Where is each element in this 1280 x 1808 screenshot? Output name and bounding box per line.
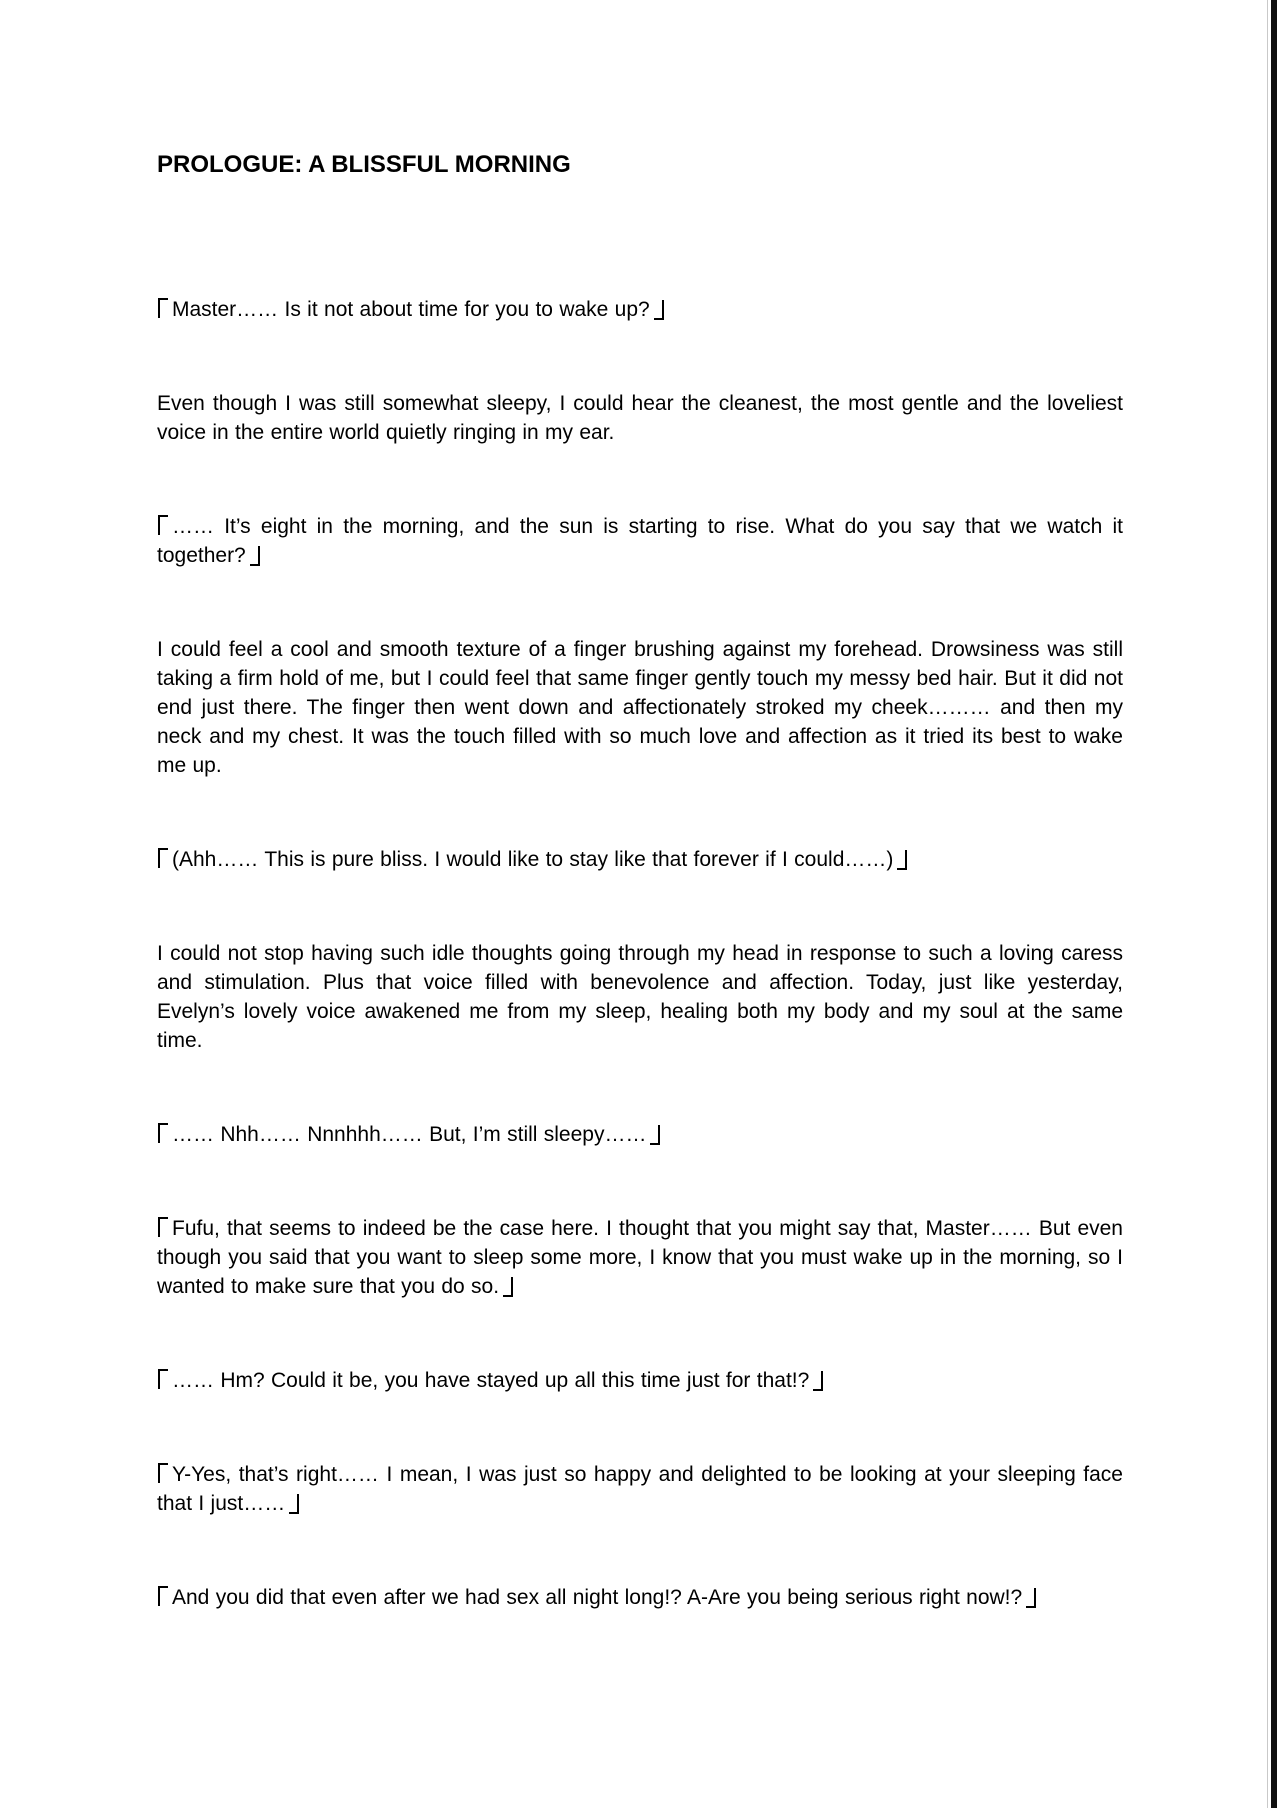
close-corner-bracket [1026, 1588, 1036, 1608]
chapter-body [157, 295, 1123, 1612]
close-corner-bracket [897, 850, 907, 870]
paragraph: …… It’s eight in the morning, and the sun is starting to rise. What do you say that we watch it together? [157, 515, 1123, 567]
paragraph: Y-Yes, that’s right…… I mean, I was just so happy and delighted to be looking at your sleeping face that I just…… [157, 1463, 1123, 1515]
close-corner-bracket [654, 300, 664, 320]
close-corner-bracket [813, 1371, 823, 1391]
chapter-title: PROLOGUE: A BLISSFUL MORNING [157, 151, 571, 178]
open-corner-bracket [158, 1586, 168, 1606]
paragraph: …… Nhh…… Nnnhhh…… But, I’m still sleepy…… [157, 1120, 1123, 1149]
paragraph: I could feel a cool and smooth texture of a finger brushing against my forehead. Drowsiness was still taking a firm hold of me, but I could feel that same finger gently touch my messy bed hair. But it did not end just there. The finger then went down and affectionately stroked my cheek……… and then my neck and my chest. It was the touch filled with so much love and affection as it tried its best to wake me up. [157, 638, 1123, 777]
paragraph: Master…… Is it not about time for you to wake up? [157, 295, 1123, 324]
paragraph: (Ahh…… This is pure bliss. I would like to stay like that forever if I could……) [157, 845, 1123, 874]
page-edge-line [1271, 0, 1277, 1808]
page-content [157, 150, 1123, 1677]
open-corner-bracket [158, 1369, 168, 1389]
close-corner-bracket [250, 546, 260, 566]
open-corner-bracket [158, 515, 168, 535]
close-corner-bracket [650, 1125, 660, 1145]
paragraph: Even though I was still somewhat sleepy, I could hear the cleanest, the most gentle and the loveliest voice in the entire world quietly ringing in my ear. [157, 392, 1123, 444]
paragraph: I could not stop having such idle thoughts going through my head in response to such a loving caress and stimulation. Plus that voice filled with benevolence and affection. Today, just like yesterday, Evelyn’s lovely voice awakened me from my sleep, healing both my body and my soul at the same time. [157, 942, 1123, 1052]
close-corner-bracket [289, 1494, 299, 1514]
open-corner-bracket [158, 298, 168, 318]
open-corner-bracket [158, 1123, 168, 1143]
open-corner-bracket [158, 1217, 168, 1237]
paragraph: Fufu, that seems to indeed be the case here. I thought that you might say that, Master…… But even though you said that you want to sleep some more, I know that you must wake up in the morning, so I wanted to make sure that you do so. [157, 1217, 1123, 1298]
open-corner-bracket [158, 848, 168, 868]
open-corner-bracket [158, 1463, 168, 1483]
paragraph: And you did that even after we had sex all night long!? A-Are you being serious right now!? [157, 1583, 1123, 1612]
paragraph: …… Hm? Could it be, you have stayed up all this time just for that!? [157, 1366, 1123, 1395]
page-edge-shadow [1267, 0, 1268, 1808]
close-corner-bracket [503, 1277, 513, 1297]
